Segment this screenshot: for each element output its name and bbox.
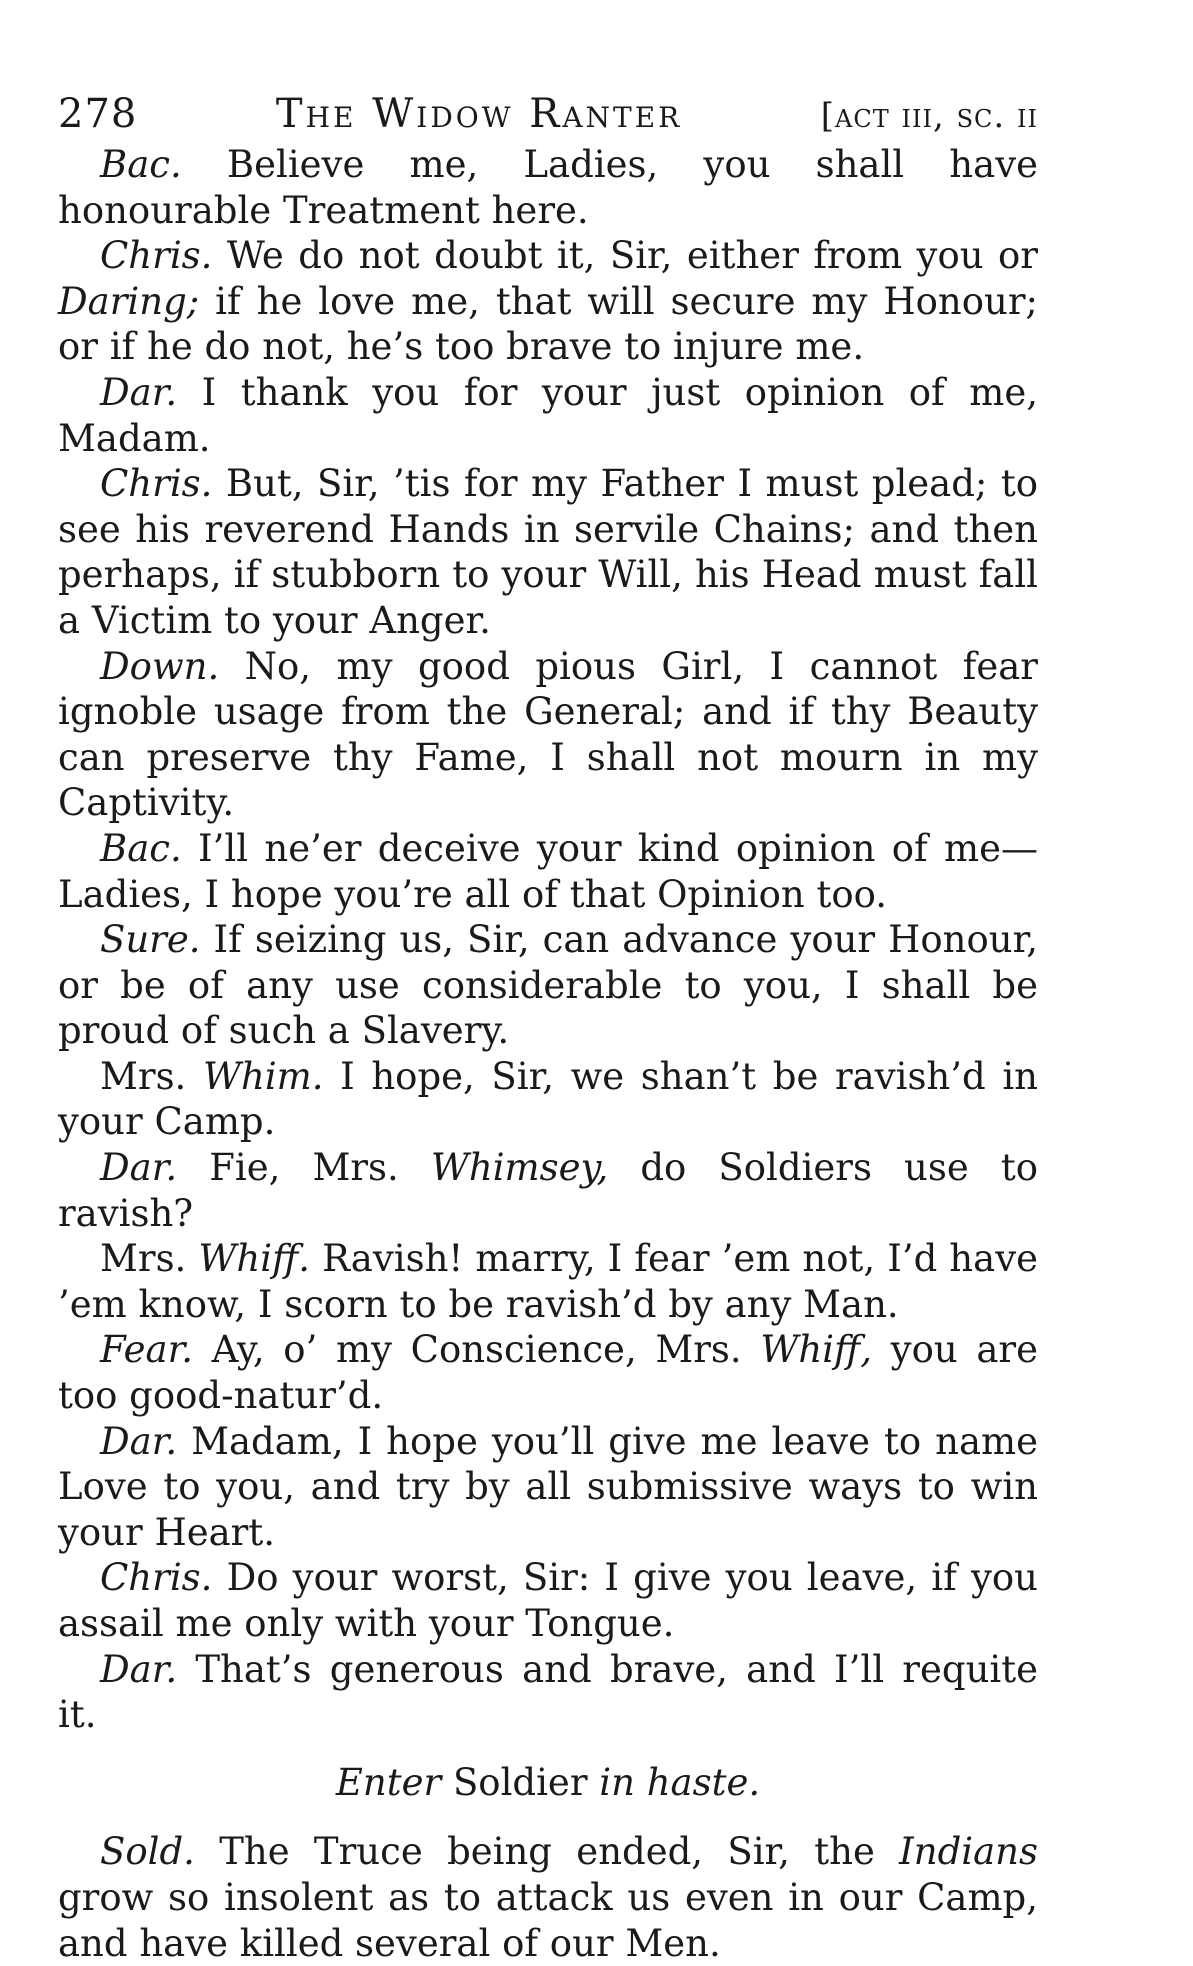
speech-text: Ay, o’ my Conscience, Mrs. — [193, 1328, 761, 1372]
book-page — [58, 90, 1038, 1966]
speech — [58, 461, 1038, 643]
speech — [58, 1419, 1038, 1556]
speech — [58, 917, 1038, 1054]
speaker-name: Bac. — [100, 143, 182, 186]
speaker-prefix: Mrs. — [100, 1237, 199, 1281]
stage-direction — [58, 1760, 1038, 1806]
stage-direction-character: Soldier — [441, 1760, 600, 1804]
speaker-name: Chris. — [100, 234, 213, 278]
speech — [58, 142, 1038, 233]
speaker-name: Whim. — [202, 1054, 324, 1098]
running-title: The Widow Ranter — [275, 91, 683, 137]
speech-text: But, Sir, ’tis for my Father I must plead; to see his reverend Hands in servile Chains; and then perhaps, if stubborn to your Will, his Head must fall a Victim to your Anger. — [58, 462, 1038, 642]
speech — [58, 233, 1038, 370]
italic-name: Daring; — [58, 279, 200, 323]
act-scene-label: [act iii, sc. ii — [820, 96, 1038, 136]
page-number: 278 — [58, 91, 138, 137]
running-head — [58, 90, 1038, 140]
speech-text: Ravish! marry, I fear ’em not, I’d have ’em know, I scorn to be ravish’d by any Man. — [58, 1237, 1038, 1326]
speech-text: Fie, Mrs. — [177, 1146, 431, 1190]
speech — [58, 1555, 1038, 1646]
speech-text: If seizing us, Sir, can advance your Honour, or be of any use considerable to you, I shall be proud of such a Slavery. — [58, 918, 1038, 1053]
speech — [58, 1236, 1038, 1327]
speech-text: do Soldiers use to ravish? — [58, 1146, 1038, 1235]
speech-text: We do not doubt it, Sir, either from you or — [212, 234, 1038, 278]
speaker-name: Bac. — [100, 826, 182, 870]
speech-text: Do your worst, Sir: I give you leave, if you assail me only with your Tongue. — [58, 1556, 1038, 1645]
speaker-name: Chris. — [100, 1556, 213, 1600]
speaker-name: Sure. — [100, 918, 201, 962]
speech-text: I thank you for your just opinion of me, Madam. — [58, 370, 1038, 460]
speaker-name: Fear. — [100, 1328, 193, 1372]
speaker-name: Chris. — [100, 462, 213, 506]
speech — [58, 644, 1038, 826]
speech-text: grow so insolent as to attack us even in our Camp, and have killed several of our Men. — [58, 1875, 1038, 1965]
speech — [58, 826, 1038, 917]
stage-direction-enter: Enter — [335, 1760, 442, 1804]
speech — [58, 1145, 1038, 1236]
speech-text: Madam, I hope you’ll give me leave to name Love to you, and try by all submissive ways to win your Heart. — [58, 1419, 1038, 1554]
speech — [58, 1647, 1038, 1738]
speech-text: The Truce being ended, Sir, the — [194, 1830, 900, 1874]
speaker-name: Down. — [100, 644, 220, 688]
stage-direction-manner: in haste. — [599, 1760, 761, 1804]
speech-text: No, my good pious Girl, I cannot fear ignoble usage from the General; and if thy Beauty can preserve thy Fame, I shall not mourn in my Captivity. — [58, 644, 1038, 825]
italic-name: Whimsey, — [430, 1146, 609, 1190]
speech-text: you are too good-natur’d. — [58, 1328, 1038, 1418]
speaker-name: Dar. — [100, 1419, 178, 1463]
speaker-prefix: Mrs. — [100, 1054, 203, 1098]
speech-text: I hope, Sir, we shan’t be ravish’d in your Camp. — [58, 1054, 1038, 1144]
italic-name: Indians — [899, 1830, 1038, 1874]
speaker-name: Sold. — [100, 1830, 195, 1874]
speech-text: if he love me, that will secure my Honour; or if he do not, he’s too brave to injure me. — [58, 279, 1038, 369]
play-text — [58, 142, 1038, 1966]
speaker-name: Dar. — [100, 1647, 178, 1691]
speaker-name: Dar. — [100, 1146, 178, 1190]
speech — [58, 1327, 1038, 1418]
speaker-name: Dar. — [100, 370, 178, 414]
speech — [58, 1054, 1038, 1145]
speaker-name: Whiff. — [198, 1237, 311, 1281]
italic-name: Whiff, — [760, 1328, 873, 1372]
speech-text: That’s generous and brave, and I’ll requite it. — [58, 1647, 1038, 1737]
speech-text: I’ll ne’er deceive your kind opinion of me— Ladies, I hope you’re all of that Opinion too. — [58, 826, 1038, 916]
speech — [58, 370, 1038, 461]
speech-text: Believe me, Ladies, you shall have honourable Treatment here. — [58, 143, 1038, 232]
